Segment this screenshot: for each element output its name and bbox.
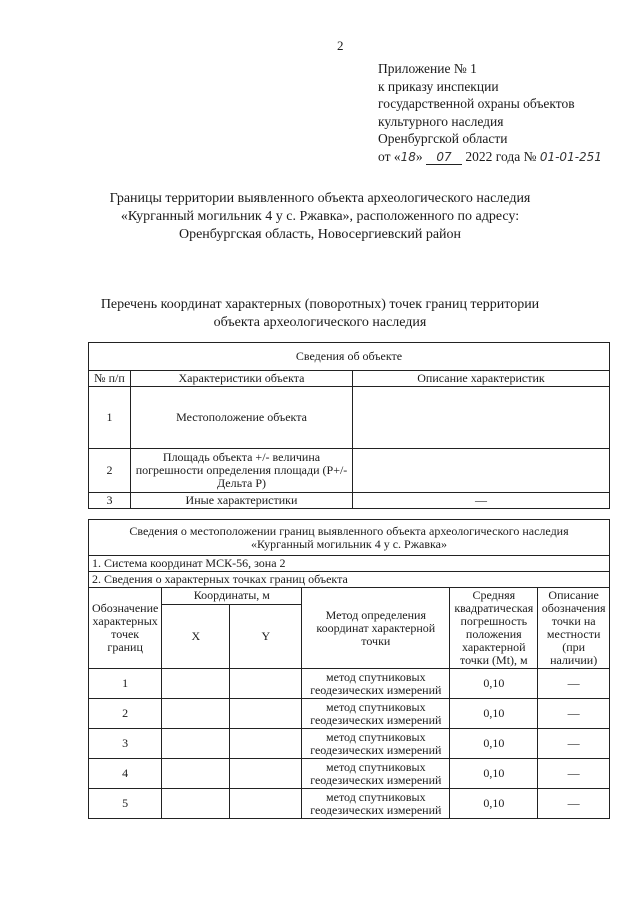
point-x [162, 669, 230, 699]
table-row [89, 789, 610, 819]
table-row [89, 699, 610, 729]
point-x [162, 729, 230, 759]
row-desc [353, 387, 610, 449]
row-num: 3 [89, 493, 131, 509]
col-y-header: Y [230, 604, 302, 668]
header-line: Сведения о местоположении границ выявленного объекта археологического наследия [129, 523, 569, 538]
point-y [230, 699, 302, 729]
table-row [89, 669, 610, 699]
row-char: Площадь объекта +/- величина погрешности определения площади (Р+/- Дельта Р) [131, 449, 353, 493]
point-x [162, 789, 230, 819]
points-table-header [89, 520, 610, 556]
point-id: 4 [89, 759, 162, 789]
date-year: 2022 года № [465, 148, 537, 164]
point-method: метод спутниковых геодезических измерений [302, 669, 450, 699]
table-row [89, 449, 610, 493]
subtitle-line: объекта археологического наследия [213, 315, 427, 330]
point-error: 0,10 [450, 669, 538, 699]
col-coords-header: Координаты, м [162, 588, 302, 605]
point-method: метод спутниковых геодезических измерений [302, 729, 450, 759]
row-char: Местоположение объекта [131, 387, 353, 449]
col-description-header: Описание обозначения точки на местности (при наличии) [538, 588, 610, 669]
col-x-header: X [162, 604, 230, 668]
order-number: 01-01-251 [539, 149, 602, 164]
col-method-header: Метод определения координат характерной точки [302, 588, 450, 669]
appendix-line: культурного наследия [378, 113, 504, 129]
date-mid: » [415, 148, 423, 164]
col-desc-header: Описание характеристик [353, 371, 610, 387]
row-num: 1 [89, 387, 131, 449]
table-row [89, 729, 610, 759]
document-title [40, 190, 600, 244]
point-id: 2 [89, 699, 162, 729]
point-y [230, 759, 302, 789]
appendix-block [378, 60, 602, 166]
point-desc: — [538, 699, 610, 729]
point-method: метод спутниковых геодезических измерений [302, 789, 450, 819]
header-line: «Курганный могильник 4 у с. Ржавка» [250, 536, 447, 551]
point-method: метод спутниковых геодезических измерений [302, 759, 450, 789]
point-desc: — [538, 759, 610, 789]
boundary-points-table [88, 519, 610, 819]
table-row [89, 493, 610, 509]
col-designation-header: Обозначение характерных точек границ [89, 588, 162, 669]
appendix-line: Оренбургской области [378, 131, 508, 146]
point-x [162, 759, 230, 789]
point-method: метод спутниковых геодезических измерений [302, 699, 450, 729]
date-day: 18 [400, 149, 416, 164]
order-date-line [378, 148, 602, 167]
point-id: 5 [89, 789, 162, 819]
point-y [230, 669, 302, 699]
date-prefix: от « [378, 148, 401, 164]
document-subtitle [40, 296, 600, 332]
point-error: 0,10 [450, 729, 538, 759]
page-number: 2 [337, 38, 344, 53]
title-line: Границы территории выявленного объекта археологического наследия [109, 191, 531, 206]
row-num: 2 [89, 449, 131, 493]
point-error: 0,10 [450, 759, 538, 789]
subtitle-line: Перечень координат характерных (поворотных) точек границ территории [100, 297, 540, 312]
points-section-header: 2. Сведения о характерных точках границ объекта [89, 572, 610, 588]
point-desc: — [538, 669, 610, 699]
point-y [230, 789, 302, 819]
title-line: Оренбургская область, Новосергиевский район [178, 227, 462, 242]
row-char: Иные характеристики [131, 493, 353, 509]
point-desc: — [538, 729, 610, 759]
col-char-header: Характеристики объекта [131, 371, 353, 387]
col-num-header: № п/п [89, 371, 131, 387]
table-row [89, 387, 610, 449]
row-desc [353, 449, 610, 493]
col-error-header: Средняя квадратическая погрешность положения характерной точки (Mt), м [450, 588, 538, 669]
appendix-line: государственной охраны объектов [378, 96, 575, 111]
point-desc: — [538, 789, 610, 819]
coordinate-system: 1. Система координат МСК-56, зона 2 [89, 556, 610, 572]
appendix-line: Приложение № 1 [378, 61, 477, 76]
row-desc: — [353, 493, 610, 509]
point-error: 0,10 [450, 699, 538, 729]
object-info-table [88, 342, 610, 509]
point-error: 0,10 [450, 789, 538, 819]
object-table-header: Сведения об объекте [89, 343, 610, 371]
point-id: 3 [89, 729, 162, 759]
table-row [89, 759, 610, 789]
point-id: 1 [89, 669, 162, 699]
point-x [162, 699, 230, 729]
date-month: 07 [426, 150, 462, 165]
point-y [230, 729, 302, 759]
appendix-line: к приказу инспекции [378, 78, 499, 94]
title-line: «Курганный могильник 4 у с. Ржавка», расположенного по адресу: [120, 209, 520, 224]
